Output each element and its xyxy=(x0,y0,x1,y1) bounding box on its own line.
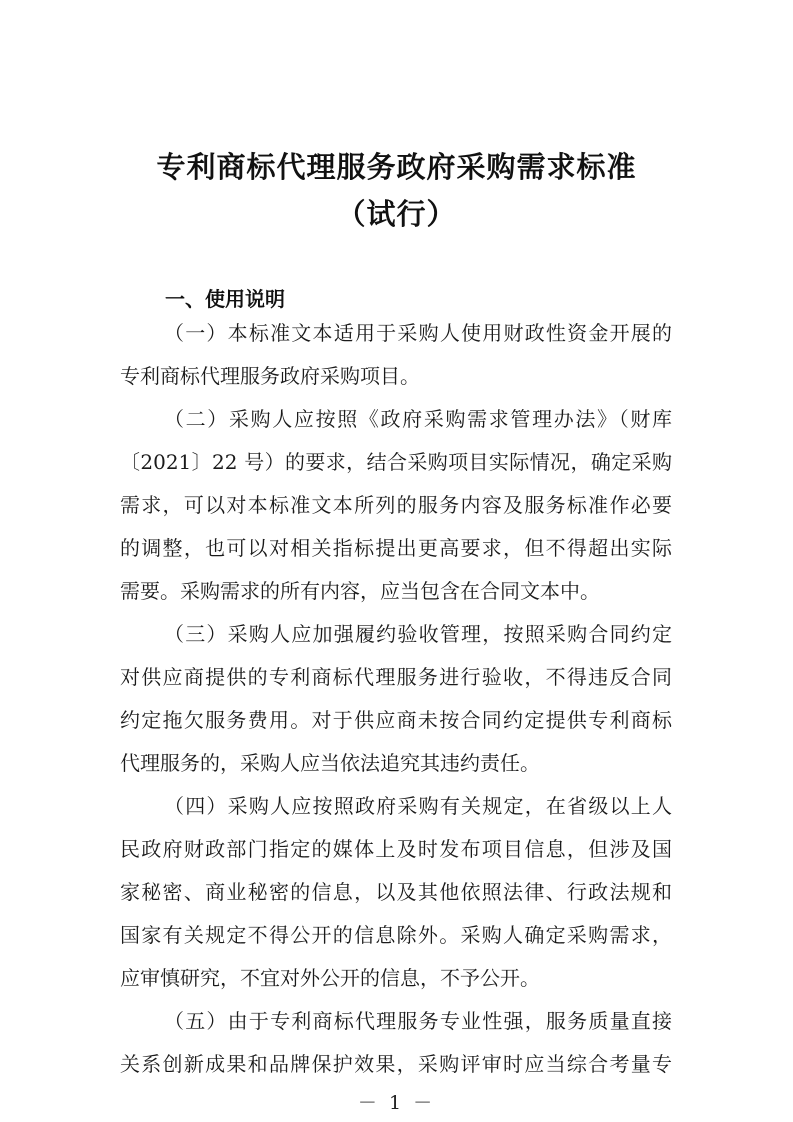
paragraph-line: 国家有关规定不得公开的信息除外。采购人确定采购需求， xyxy=(120,923,672,947)
paragraph-line: 的调整，也可以对相关指标提出更高要求，但不得超出实际 xyxy=(120,536,672,560)
document-subtitle: （试行） xyxy=(336,197,457,231)
section-heading: 一、使用说明 xyxy=(165,287,285,311)
page-number: － 1 － xyxy=(357,1092,436,1114)
paragraph-line: （四）采购人应按照政府采购有关规定，在省级以上人 xyxy=(164,794,672,818)
paragraph-line: 需求，可以对本标准文本所列的服务内容及服务标准作必要 xyxy=(120,493,672,517)
document-title: 专利商标代理服务政府采购需求标准 xyxy=(156,150,637,184)
paragraph-line: 应审慎研究，不宜对外公开的信息，不予公开。 xyxy=(120,966,540,990)
paragraph-line: （三）采购人应加强履约验收管理，按照采购合同约定 xyxy=(164,622,672,646)
paragraph-line: 约定拖欠服务费用。对于供应商未按合同约定提供专利商标 xyxy=(120,708,672,732)
paragraph-line: 代理服务的，采购人应当依法追究其违约责任。 xyxy=(120,751,540,775)
paragraph-line: （一）本标准文本适用于采购人使用财政性资金开展的 xyxy=(164,321,672,345)
paragraph-line: 民政府财政部门指定的媒体上及时发布项目信息，但涉及国 xyxy=(120,837,672,861)
paragraph-line: （二）采购人应按照《政府采购需求管理办法》（财库 xyxy=(164,407,672,431)
paragraph-line: （五）由于专利商标代理服务专业性强，服务质量直接 xyxy=(164,1009,672,1033)
paragraph-line: 家秘密、商业秘密的信息，以及其他依照法律、行政法规和 xyxy=(120,880,672,904)
paragraph-line: 关系创新成果和品牌保护效果，采购评审时应当综合考量专 xyxy=(120,1052,672,1076)
paragraph-line: 对供应商提供的专利商标代理服务进行验收，不得违反合同 xyxy=(120,665,672,689)
paragraph-line: 专利商标代理服务政府采购项目。 xyxy=(120,364,420,388)
paragraph-line: 需要。采购需求的所有内容，应当包含在合同文本中。 xyxy=(120,579,600,603)
paragraph-line: 〔2021〕22 号）的要求，结合采购项目实际情况，确定采购 xyxy=(120,450,672,474)
